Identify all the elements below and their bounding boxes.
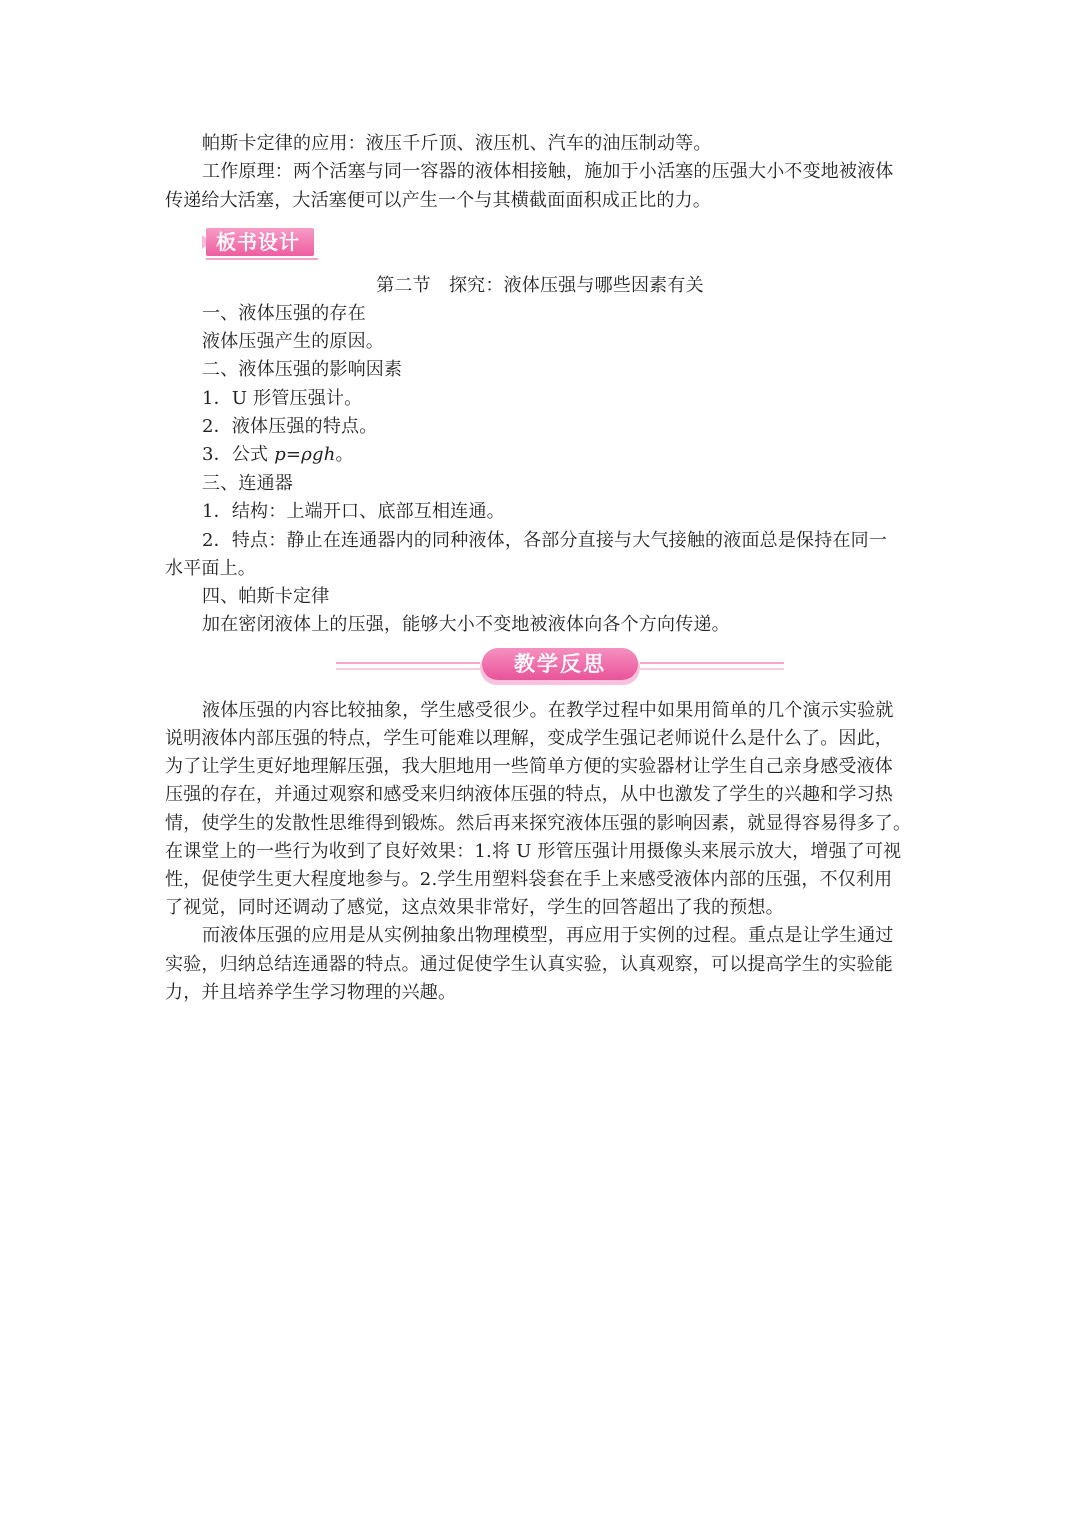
reflection-p2-line: 力，并且培养学生学习物理的兴趣。 (165, 982, 457, 1003)
reflection-p1-line: 为了让学生更好地理解压强，我大胆地用一些简单方便的实验器材让学生自己亲身感受液体 (165, 756, 893, 777)
intro-paragraph-1: 帕斯卡定律的应用：液压千斤顶、液压机、汽车的油压制动等。 (202, 133, 712, 154)
board-section-3-item-2-line-1: 2．特点：静止在连通器内的同种液体，各部分直接与大气接触的液面总是保持在同一 (202, 530, 888, 551)
reflection-p1-line: 了视觉，同时还调动了感觉，这点效果非常好，学生的回答超出了我的预想。 (165, 897, 784, 918)
intro-paragraph-2-line-2: 传递给大活塞，大活塞便可以产生一个与其横截面面积成正比的力。 (165, 190, 711, 211)
formula-suffix: 。 (335, 444, 354, 465)
reflection-p1-line: 压强的存在，并通过观察和感受来归纳液体压强的特点，从中也激发了学生的兴趣和学习热 (165, 784, 893, 805)
banner-underline (206, 258, 318, 260)
banner-rule-left (336, 662, 480, 664)
banner-rule-left-light (336, 668, 480, 670)
board-section-2: 二、液体压强的影响因素 (202, 359, 403, 380)
board-design-banner (202, 226, 316, 260)
formula-prefix: 3．公式 (202, 444, 275, 465)
reflection-p1-line: 性，促使学生更大程度地参与。2.学生用塑料袋套在手上来感受液体内部的压强，不仅利用 (165, 869, 893, 890)
reflection-banner (336, 646, 784, 688)
board-section-4: 四、帕斯卡定律 (202, 586, 330, 607)
board-section-2-item-2: 2．液体压强的特点。 (202, 416, 378, 437)
reflection-p1-line: 情，使学生的发散性思维得到锻炼。然后再来探究液体压强的影响因素，就显得容易得多了。 (165, 813, 912, 834)
intro-paragraph-2-line-1: 工作原理：两个活塞与同一容器的液体相接触，施加于小活塞的压强大小不变地被液体 (202, 161, 894, 182)
reflection-p1-line: 液体压强的内容比较抽象，学生感受很少。在教学过程中如果用简单的几个演示实验就 (202, 700, 894, 721)
board-section-3: 三、连通器 (202, 473, 293, 494)
board-section-1: 一、液体压强的存在 (202, 303, 366, 324)
reflection-p2-line: 实验，归纳总结连通器的特点。通过促使学生认真实验，认真观察，可以提高学生的实验能 (165, 954, 893, 975)
reflection-p2-line: 而液体压强的应用是从实例抽象出物理模型，再应用于实例的过程。重点是让学生通过 (202, 925, 894, 946)
board-section-3-item-1: 1．结构：上端开口、底部互相连通。 (202, 501, 505, 522)
banner-rule-right-light (640, 668, 784, 670)
board-section-4-item: 加在密闭液体上的压强，能够大小不变地被液体向各个方向传递。 (202, 614, 730, 635)
board-section-2-item-1: 1．U 形管压强计。 (202, 388, 363, 409)
reflection-p1-line: 说明液体内部压强的特点，学生可能难以理解，变成学生强记老师说什么是什么了。因此， (165, 728, 893, 749)
board-title: 第二节 探究：液体压强与哪些因素有关 (376, 275, 704, 296)
board-design-banner-label: 板书设计 (216, 230, 300, 254)
board-section-1-item: 液体压强产生的原因。 (202, 331, 384, 352)
pressure-formula: p=ρgh (274, 444, 336, 465)
board-section-3-item-2-line-2: 水平面上。 (165, 558, 256, 579)
reflection-p1-line: 在课堂上的一些行为收到了良好效果：1.将 U 形管压强计用摄像头来展示放大，增强了可视 (165, 841, 902, 862)
banner-rule-right (640, 662, 784, 664)
board-section-2-item-3 (202, 441, 354, 469)
reflection-banner-label: 教学反思 (514, 652, 606, 676)
